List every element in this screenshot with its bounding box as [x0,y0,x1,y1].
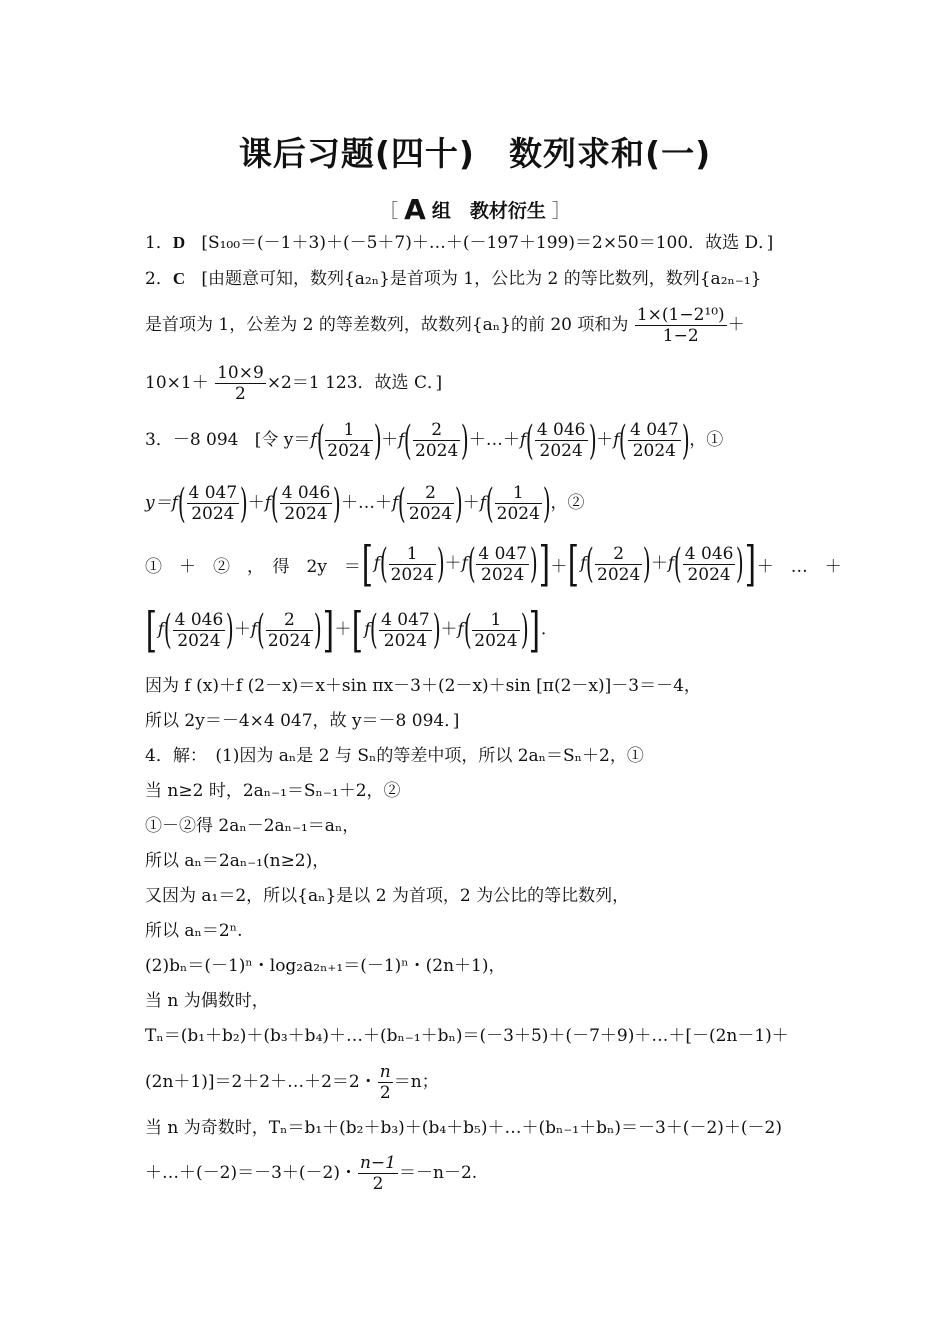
paren: ( [398,480,406,527]
q2-plus: ＋ [727,315,745,335]
q3-group-2 [567,536,757,592]
q4-line-10-tail: ＝n； [393,1072,439,1092]
paren: ) [432,607,441,653]
q3-frac [389,544,436,585]
paren: ) [643,541,651,587]
paren: ) [461,417,470,464]
fraction-denominator: 2024 [173,630,226,651]
f-symbol: f [250,619,258,640]
q3-frac [413,420,460,461]
paren: ) [455,480,463,527]
paren: ( [526,417,534,464]
paren: ( [270,480,279,527]
plus: ＋ [233,619,251,640]
q3-frac [187,483,240,524]
q3-group-1 [361,536,550,592]
paren: ( [163,607,172,653]
q4-line-9: Tₙ＝(b₁＋b₂)＋(b₃＋b₄)＋…＋(bₙ₋₁＋bₙ)＝(－3＋5)＋(－7＋9)＋…＋[－(2n－1)＋ [145,1026,789,1046]
q2-answer: C [172,269,186,288]
plus: ＋ [462,493,480,513]
fraction-numerator: 4 046 [174,609,224,630]
fraction-denominator: 2024 [390,564,434,585]
paren: ) [373,417,382,464]
group-name: 组 教材衍生 [431,200,546,222]
q3-frac [266,610,313,651]
paren: ) [226,607,235,653]
fraction-denominator: 2 [378,1082,393,1103]
f-symbol: f [479,493,487,513]
q2-text-1: [由题意可知，数列{a₂ₙ}是首项为 1，公比为 2 的等比数列，数列{a₂ₙ₋₁} [201,269,762,289]
q3-frac [683,544,736,585]
f-symbol: f [613,430,620,450]
paren: ) [681,417,690,464]
q1-line [145,231,773,255]
fraction-denominator: 2024 [379,630,432,651]
q3-frac [407,483,454,524]
paren: ( [379,541,388,587]
paren: ( [370,607,379,653]
q4-line-6: 所以 aₙ＝2ⁿ. [145,921,243,941]
bracket: ] [744,536,757,592]
q3-line-1 [145,417,724,464]
fraction-denominator: 2 [358,1173,398,1194]
paren: ( [485,480,494,527]
q4-line-5: 又因为 a₁＝2，所以{aₙ}是以 2 为首项，2 为公比的等比数列， [145,886,630,906]
fraction-denominator: 2024 [535,440,588,461]
fraction-numerator: 1×(1−2¹⁰) [636,305,725,325]
group-open-bracket: ［ [379,200,399,222]
fraction-denominator: 2024 [187,503,240,524]
q4-fraction-half [378,1062,393,1103]
q2-text-2: 是首项为 1，公差为 2 的等差数列，故数列{aₙ}的前 20 项和为 [145,315,629,335]
paren: ( [463,607,472,653]
plus: ＋ [334,619,352,640]
q3-line-2 [145,480,585,527]
dots: ＋…＋ [340,493,392,513]
f-symbol: f [264,493,272,513]
paren: ) [542,480,551,527]
q3-frac [472,610,519,651]
paren: ( [467,541,476,587]
q3-line-4 [145,602,547,658]
fraction-denominator: 2 [215,383,266,404]
fraction-numerator: 2 [613,543,625,564]
q1-number: 1． [145,233,173,253]
fraction-denominator: 2024 [476,564,529,585]
q2-number: 2． [145,269,173,289]
group-letter: A [404,193,426,226]
q4-line-10 [145,1062,439,1103]
paren: ) [588,417,597,464]
period: . [540,619,547,640]
paren: ( [316,417,325,464]
fraction-denominator: 2024 [474,630,518,651]
plus: ＋ [440,619,458,640]
q3-sum-mid: ＋ … ＋ [756,556,842,577]
f-symbol: f [519,430,527,450]
fraction-numerator: 2 [425,483,436,503]
fraction-denominator: 2024 [597,564,641,585]
f-symbol: f [580,553,587,574]
f-symbol: f [391,493,399,513]
q4-line-12 [145,1153,477,1194]
paren: ) [240,480,248,527]
fraction-numerator: 4 047 [630,420,679,440]
circle-2: ，② [550,493,585,513]
q1-answer: D [172,233,186,252]
f-symbol: f [398,430,405,450]
paren: ( [586,541,595,587]
fraction-denominator: 2024 [628,440,681,461]
q3-line-because: 因为 f (x)＋f (2－x)＝x＋sin πx－3＋(2－x)＋sin [π(2－x)]－3＝－4， [145,676,701,696]
fraction-denominator: 2024 [496,504,540,524]
q4-line-11: 当 n 为奇数时，Tₙ＝b₁＋(b₂＋b₃)＋(b₄＋b₅)＋…＋(bₙ₋₁＋bₙ)＝－3＋(－2)＋(－2) [145,1118,782,1138]
group-label [0,191,950,224]
fraction-numerator: 2 [431,420,443,440]
fraction-numerator: 10×9 [217,363,264,383]
plus: ＋ [650,553,668,574]
q3-answer: －8 094 [172,430,239,450]
group-close-bracket: ］ [551,200,571,222]
q3-frac [495,483,542,524]
q2-fraction-geometric [635,305,727,346]
q3-line-3 [145,536,842,592]
bracket: [ [361,536,373,592]
fraction-numerator: 1 [406,543,418,564]
f-symbol: f [461,553,468,574]
fraction-denominator: 1−2 [635,325,727,346]
fraction-numerator: 4 047 [188,483,238,503]
fraction-numerator: 4 047 [478,543,528,564]
fraction-denominator: 2024 [408,504,453,524]
fraction-numerator: 4 047 [381,609,430,630]
fraction-numerator: 1 [512,483,524,503]
q3-line-so: 所以 2y＝－4×4 047，故 y＝－8 094．] [145,711,460,731]
fraction-numerator: 2 [284,609,295,630]
bracket: ] [322,602,334,658]
q3-frac [325,420,372,461]
fraction-numerator: 1 [343,420,355,440]
fraction-denominator: 2024 [267,630,312,651]
fraction-numerator: 4 046 [684,543,734,564]
paren: ) [436,541,445,587]
q3-frac [173,610,226,651]
q4-line-1: 4．解： (1)因为 aₙ是 2 与 Sₙ的等差中项，所以 2aₙ＝Sₙ＋2，① [145,746,644,766]
q3-lead-2: y＝ [145,493,172,513]
q2-line-3 [145,363,442,404]
f-symbol: f [667,553,675,574]
q3-sum-lead: ① ＋ ② ， 得 2y ＝ [145,556,361,577]
q4-line-3: ①－②得 2aₙ－2aₙ₋₁＝aₙ， [145,816,360,836]
q3-frac [476,544,529,585]
q4-line-8: 当 n 为偶数时， [145,991,269,1011]
plus: ＋ [247,493,265,513]
fraction-numerator: 4 046 [281,483,331,503]
paren: ( [257,607,265,653]
q4-line-10-head: (2n＋1)]＝2＋2＋…＋2＝2・ [145,1072,377,1092]
plus: ＋ [381,430,399,450]
f-symbol: f [364,619,371,640]
fraction-numerator: 1 [490,609,502,630]
bracket: [ [568,536,580,592]
bracket: [ [352,602,364,658]
q3-frac [595,544,642,585]
fraction-denominator: 2024 [683,564,736,585]
page-title: 课后习题(四十) 数列求和(一) [238,134,712,173]
q3-frac [628,420,681,461]
q3-frac [379,610,432,651]
paren: ( [674,541,682,587]
paren: ) [736,541,745,587]
q2-line-2 [145,305,745,346]
q4-line-12-head: ＋…＋(－2)＝－3＋(－2)・ [145,1163,357,1183]
fraction-numerator: 4 046 [536,420,586,440]
fraction-numerator: n−1 [359,1153,396,1173]
bracket: ] [528,602,541,658]
q4-fraction-odd [358,1153,398,1194]
paren: ) [333,480,342,527]
q4-line-2: 当 n≥2 时，2aₙ₋₁＝Sₙ₋₁＋2，② [145,781,401,801]
q3-lead: [令 y＝ [254,430,311,450]
bracket: ] [538,536,550,592]
q3-frac [535,420,588,461]
q4-line-4: 所以 aₙ＝2aₙ₋₁(n≥2)， [145,851,330,871]
f-symbol: f [457,619,464,640]
q3-frac [280,483,333,524]
q2-text-3-head: 10×1＋ [145,373,209,393]
q2-fraction-arith [215,363,266,404]
fraction-denominator: 2024 [415,441,459,461]
q2-text-3-tail: ×2＝1 123．故选 C．] [266,373,443,393]
paren: ( [619,417,628,464]
q4-line-12-tail: ＝－n－2. [399,1163,478,1183]
q2-line-1 [145,267,761,291]
paren: ( [404,417,413,464]
plus: ＋ [550,556,568,577]
f-symbol: f [157,619,165,640]
q3-number: 3． [145,430,173,450]
paren: ) [529,541,538,587]
fraction-denominator: 2024 [327,441,371,461]
plus: ＋ [596,430,614,450]
fraction-denominator: 2024 [280,503,333,524]
plus: ＋ [444,553,462,574]
q4-line-7: (2)bₙ＝(－1)ⁿ・log₂a₂ₙ₊₁＝(－1)ⁿ・(2n＋1)， [145,956,506,976]
bracket: [ [145,602,157,658]
f-symbol: f [310,430,317,450]
paren: ) [520,607,529,653]
paren: ) [313,607,322,653]
f-symbol: f [171,493,178,513]
circle-1: ，① [689,430,724,450]
dots: ＋…＋ [468,430,520,450]
q1-body: [S₁₀₀＝(－1＋3)＋(－5＋7)＋…＋(－197＋199)＝2×50＝100．故选 D．] [201,233,774,253]
fraction-numerator: n [379,1062,391,1082]
paren: ( [177,480,186,527]
f-symbol: f [373,553,380,574]
